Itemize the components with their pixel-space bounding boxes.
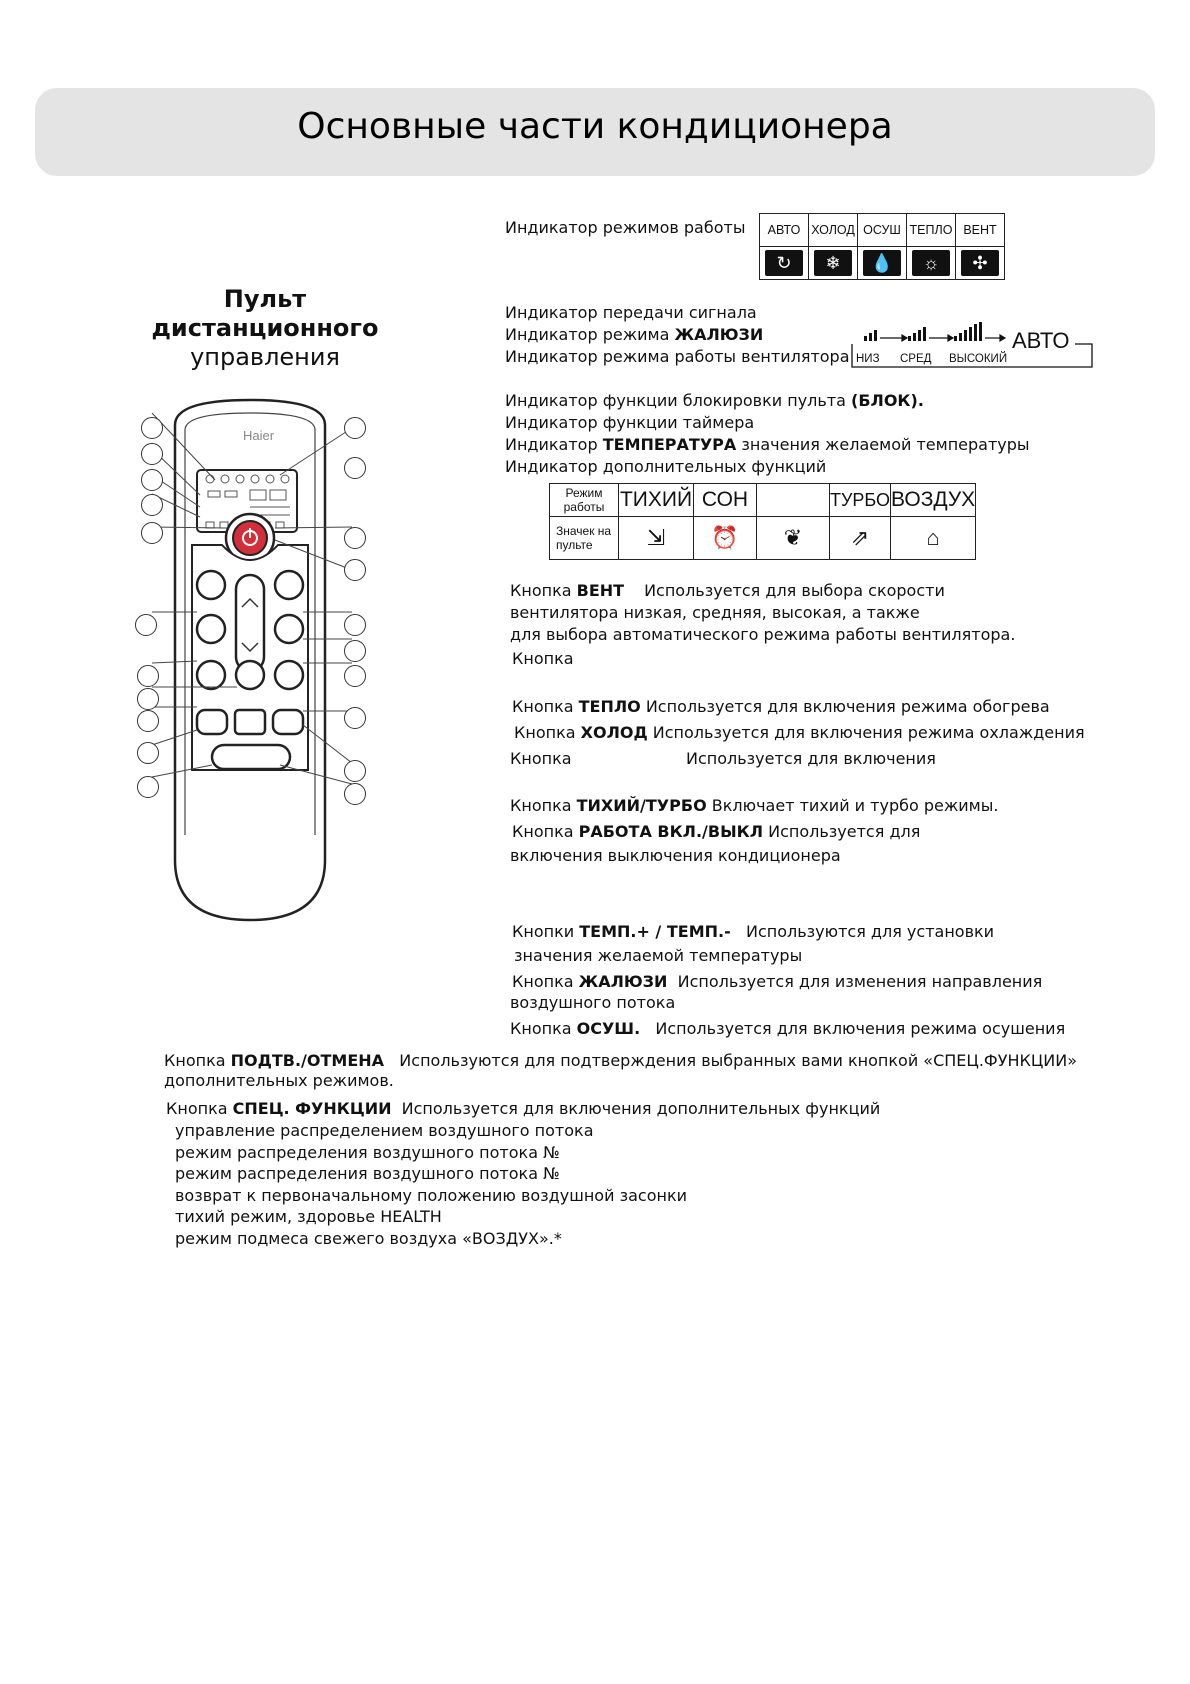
desc-louver-line2: воздушного потока [510,993,676,1012]
callout-circle [344,783,366,805]
indicator-louver: Индикатор режима ЖАЛЮЗИ [505,325,764,344]
page-title: Основные части кондиционера [297,106,893,147]
callout-circle [344,760,366,782]
remote-title-line2: дистанционного [151,314,379,342]
row-label-mode: Режим работы [550,484,619,517]
quiet-icon: ⇲ [619,517,694,560]
function-name [757,484,830,517]
auto-mode-icon: ↻ [765,250,803,276]
callout-circle [137,742,159,764]
callout-circle [137,688,159,710]
special-item: режим распределения воздушного потока № [175,1164,560,1183]
function-name: ТИХИЙ [619,484,694,517]
callout-circle [137,665,159,687]
mode-table [759,213,1005,280]
desc-fan-button: Кнопка ВЕНТ Используется для выбора скорости [510,581,945,600]
indicator-extra: Индикатор дополнительных функций [505,457,827,476]
functions-table [549,483,976,560]
desc-quiet-button: Кнопка ТИХИЙ/ТУРБО Включает тихий и турбо режимы. [510,796,999,815]
function-name: ТУРБО [830,484,891,517]
function-name: ВОЗДУХ [891,484,976,517]
mode-name: АВТО [760,214,809,247]
callout-circle [141,522,163,544]
callout-circle [344,527,366,549]
desc-temp-buttons: Кнопки ТЕМП.+ / ТЕМП.- Используются для установки [512,922,995,941]
snowflake-icon: ❄ [814,250,852,276]
fan-low-label: НИЗ [856,353,880,365]
callout-circle [344,640,366,662]
fan-icon: ✣ [961,250,999,276]
desc-heat-button: Кнопка ТЕПЛО Используется для включения режима обогрева [512,697,1050,716]
turbo-arrow-icon: ⇗ [830,517,891,560]
mode-name: ОСУШ [858,214,907,247]
callout-circle [344,707,366,729]
desc-plain-button2-text: Используется для включения [686,749,936,768]
desc-plain-button: Кнопка [512,649,574,668]
desc-temp-line2: значения желаемой температуры [514,946,803,965]
row-label-icon: Значек на пульте [550,517,619,560]
callout-circle [135,614,157,636]
indicator-lock: Индикатор функции блокировки пульта (БЛОК). [505,391,924,410]
mode-name: ТЕПЛО [907,214,956,247]
desc-confirm-line2: дополнительных режимов. [164,1071,394,1090]
callout-circle [344,665,366,687]
desc-power-button: Кнопка РАБОТА ВКЛ./ВЫКЛ Используется для [512,822,921,841]
callout-circle [141,443,163,465]
indicator-fan: Индикатор режима работы вентилятора [505,347,850,366]
desc-fan-line3: для выбора автоматического режима работы вентилятора. [510,625,1016,644]
indicator-temperature: Индикатор ТЕМПЕРАТУРА значения желаемой температуры [505,435,1030,454]
desc-dry-button: Кнопка ОСУШ. Используется для включения режима осушения [510,1019,1066,1038]
special-item: возврат к первоначальному положению воздушной засонки [175,1186,687,1205]
fan-speed-graphic [850,322,1095,372]
remote-title-line1: Пульт [223,285,307,313]
callout-circle [344,457,366,479]
callout-circle [344,614,366,636]
remote-title-line3: управления [190,343,340,371]
desc-cool-button: Кнопка ХОЛОД Используется для включения режима охлаждения [514,723,1085,742]
header-banner [35,88,1155,176]
special-item: управление распределением воздушного потока [175,1121,594,1140]
special-item: режим подмеса свежего воздуха «ВОЗДУХ».* [175,1229,562,1248]
function-name: СОН [694,484,757,517]
indicator-signal: Индикатор передачи сигнала [505,303,757,322]
remote-title [120,285,410,372]
brand-logo: Haier [243,428,275,443]
fan-high-label: ВЫСОКИЙ [949,353,1008,365]
mode-name: ХОЛОД [809,214,858,247]
callout-circle [141,417,163,439]
desc-power-line2: включения выключения кондиционера [510,846,841,865]
house-air-icon: ⌂ [891,517,976,560]
mode-name: ВЕНТ [956,214,1005,247]
leaf-icon: ❦ [757,517,830,560]
desc-louver-button: Кнопка ЖАЛЮЗИ Используется для изменения направления [512,972,1043,991]
drop-icon: 💧 [863,250,901,276]
callout-circle [137,776,159,798]
mode-indicator-label: Индикатор режимов работы [505,218,746,237]
desc-plain-button2: Кнопка [510,749,572,768]
special-item: тихий режим, здоровье HEALTH [175,1207,442,1226]
callout-circle [141,494,163,516]
callout-circle [137,710,159,732]
desc-fan-line2: вентилятора низкая, средняя, высокая, а также [510,603,920,622]
fan-auto-label: АВТО [1012,328,1070,353]
indicator-timer: Индикатор функции таймера [505,413,755,432]
fan-mid-label: СРЕД [900,353,932,365]
callout-circle [344,559,366,581]
special-item: режим распределения воздушного потока № [175,1143,560,1162]
callout-circle [141,469,163,491]
remote-illustration [130,395,380,930]
desc-confirm-button: Кнопка ПОДТВ./ОТМЕНА Используются для подтверждения выбранных вами кнопкой «СПЕЦ.ФУНКЦИИ» [164,1051,1077,1070]
desc-special-button: Кнопка СПЕЦ. ФУНКЦИИ Используется для включения дополнительных функций [166,1099,881,1118]
callout-circle [344,417,366,439]
alarm-clock-icon: ⏰ [694,517,757,560]
sun-icon: ☼ [912,250,950,276]
